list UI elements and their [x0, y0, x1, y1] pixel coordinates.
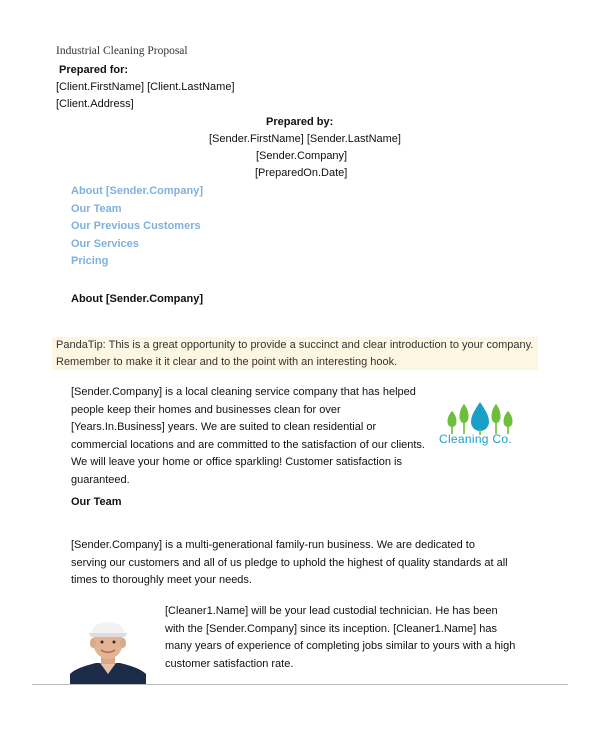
document-title: Industrial Cleaning Proposal [56, 45, 188, 57]
prepared-for-label: Prepared for: [59, 64, 129, 76]
toc-link-our-services[interactable]: Our Services [71, 237, 139, 250]
team-intro: [Sender.Company] is a multi-generational family-run business. We are dedicated to serving our customers and all of us pledge to uphold the highest of quality standards at all times to thoroughly meet your needs. [71, 539, 508, 586]
client-address: [Client.Address] [56, 98, 134, 110]
technician-photo [70, 608, 146, 684]
sender-company: [Sender.Company] [256, 150, 348, 162]
team-heading: Our Team [71, 496, 122, 508]
toc-link-about[interactable]: About [Sender.Company] [71, 185, 204, 197]
table-of-contents [71, 183, 203, 271]
toc-link-our-team[interactable]: Our Team [71, 202, 122, 215]
about-body: [Sender.Company] is a local cleaning service company that has helped people keep their homes and businesses clean for over [Years.In.Business] years. We are suited to clean residential or commercial locations and are committed to the satisfaction of our clients. We will leave your home or office sparkling! Customer satisfaction is guaranteed. [71, 386, 425, 486]
client-name: [Client.FirstName] [Client.LastName] [56, 81, 235, 93]
about-heading: About [Sender.Company] [71, 293, 204, 305]
prepared-by-label: Prepared by: [266, 116, 334, 128]
toc-link-previous-customers[interactable]: Our Previous Customers [71, 220, 201, 232]
toc-link-pricing[interactable]: Pricing [71, 255, 109, 267]
page-divider [32, 684, 568, 685]
logo-text: Cleaning Co. [439, 432, 512, 446]
member-bio: [Cleaner1.Name] will be your lead custodial technician. He has been with the [Sender.Company] since its inception. [Cleaner1.Name] has many years of experience of completing jobs similar to yours with a high customer satisfaction rate. [165, 605, 516, 670]
prepared-on-date: [PreparedOn.Date] [255, 167, 348, 179]
panda-tip-box [52, 337, 538, 370]
sender-name: [Sender.FirstName] [Sender.LastName] [209, 133, 401, 145]
panda-tip-line-1: PandaTip: This is a great opportunity to provide a succinct and clear introduction to your company. [56, 339, 534, 351]
panda-tip-line-2: Remember to make it it clear and to the point with an interesting hook. [56, 356, 398, 368]
